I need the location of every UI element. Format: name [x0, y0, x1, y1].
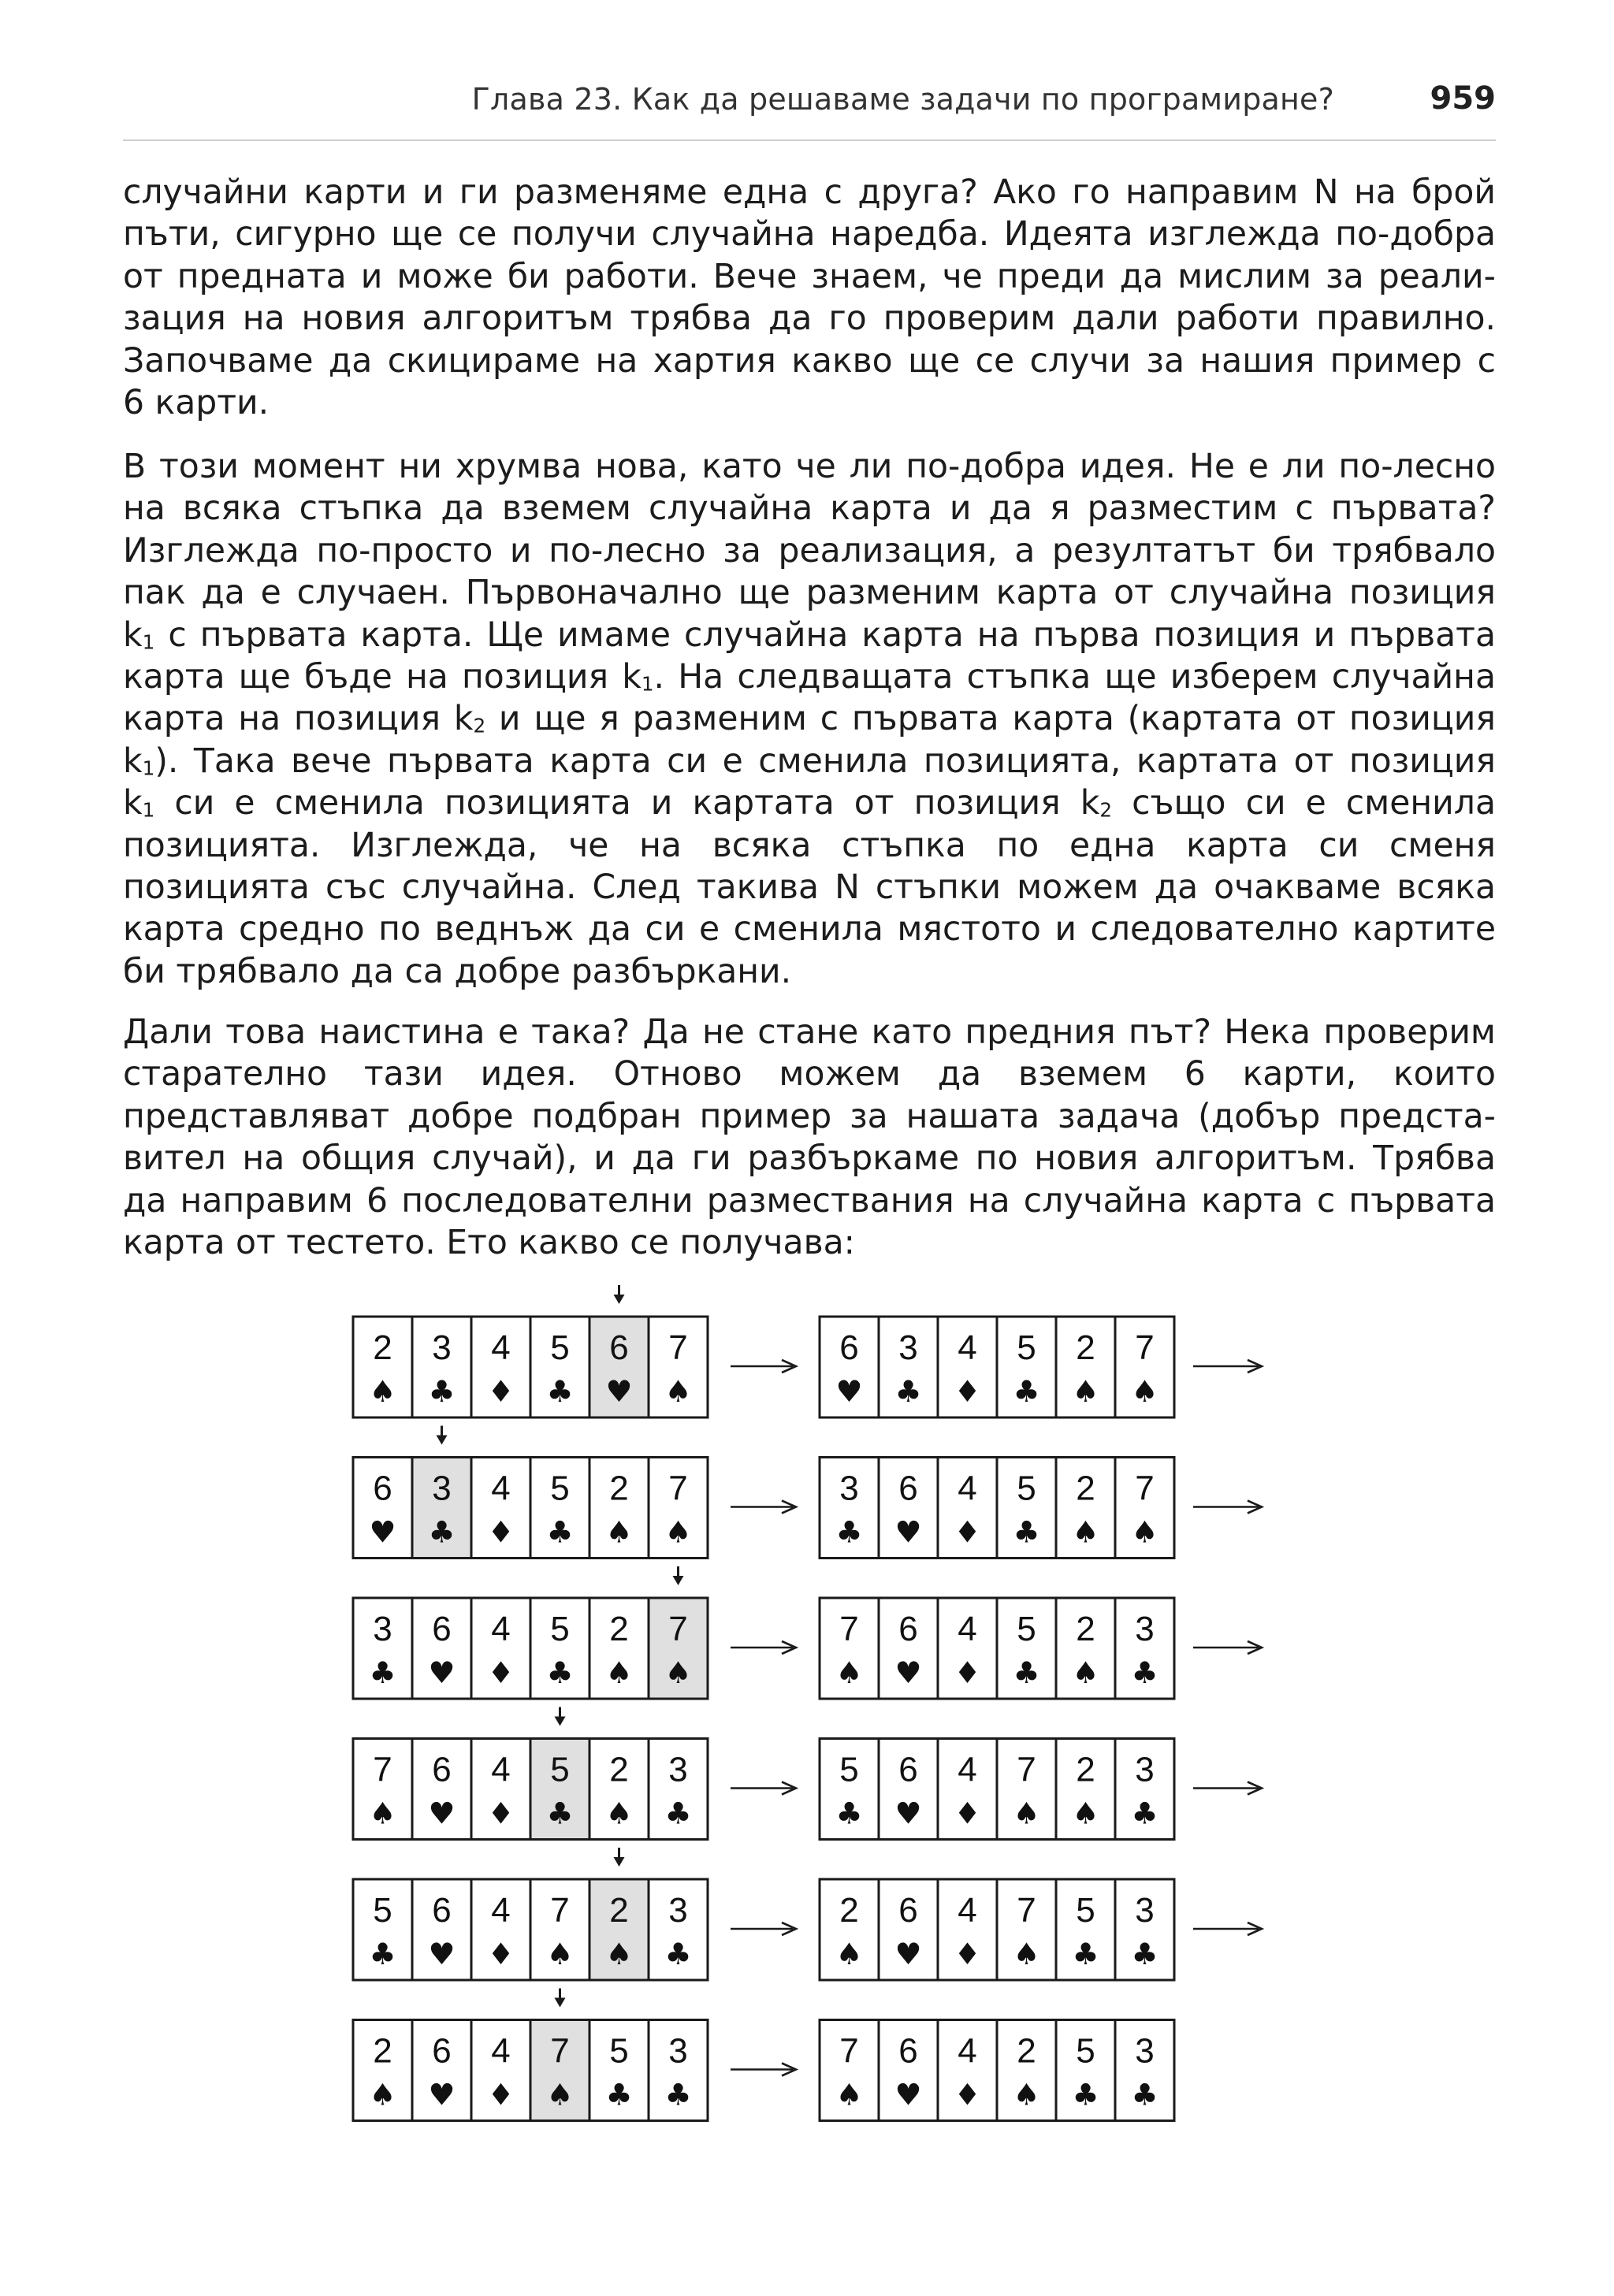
- card-suit: ♦: [487, 1655, 515, 1690]
- card-suit: ♦: [487, 1374, 515, 1409]
- card: [997, 1317, 1056, 1417]
- card: [649, 1317, 708, 1417]
- card-suit: ♥: [428, 1655, 456, 1690]
- card-suit: ♠: [369, 2077, 396, 2112]
- down-arrow-icon: [673, 1566, 684, 1585]
- right-arrow-icon: [731, 1501, 796, 1514]
- card-suit: ♦: [954, 1374, 981, 1409]
- card: [530, 2020, 589, 2121]
- card: [471, 1739, 530, 1840]
- text-line: пак да е случаен. Първоначално ще разменим карта от случайна позиция: [123, 574, 1496, 613]
- right-arrow-icon: [731, 1782, 796, 1795]
- card-rank: 3: [1135, 1891, 1155, 1930]
- card: [589, 1879, 649, 1980]
- card-suit: ♠: [605, 1655, 633, 1690]
- card: [1115, 1879, 1174, 1980]
- deck-before: [353, 2020, 708, 2121]
- card: [820, 2020, 879, 2121]
- text-line: карта средно по веднъж да си е сменила мястото и следователно картите: [123, 910, 1496, 949]
- card: [938, 1598, 997, 1699]
- card-suit: ♣: [1013, 1374, 1040, 1409]
- card-suit: ♥: [894, 1655, 922, 1690]
- card-suit: ♠: [1013, 2077, 1040, 2112]
- card-rank: 3: [839, 1469, 859, 1508]
- card-rank: 7: [668, 1469, 688, 1508]
- card-suit: ♠: [1131, 1514, 1158, 1550]
- right-arrow-icon: [731, 1360, 796, 1373]
- text-line: позицията със случайна. След такива N стъпки можем да очакваме всяка: [123, 868, 1496, 907]
- text-line: $k_1$ си е сменила позицията и картата от позиция $k_2$ също си е сменила: [123, 784, 1496, 823]
- card-rank: 3: [1135, 2031, 1155, 2071]
- card-rank: 2: [839, 1891, 859, 1930]
- card: [1115, 1317, 1174, 1417]
- card: [353, 2020, 412, 2121]
- card: [353, 1317, 412, 1417]
- card-rank: 2: [609, 1750, 629, 1789]
- card: [530, 1879, 589, 1980]
- card: [879, 1598, 938, 1699]
- card-suit: ♠: [1072, 1655, 1099, 1690]
- right-arrow-icon: [1193, 1360, 1262, 1373]
- card-rank: 3: [668, 1891, 688, 1930]
- card-rank: 2: [373, 2031, 392, 2071]
- card: [412, 2020, 471, 2121]
- text-line: случайни карти и ги разменяме една с друга? Ако го направим N на брой: [123, 173, 1496, 212]
- card-suit: ♦: [487, 2077, 515, 2112]
- card-rank: 7: [668, 1328, 688, 1367]
- card-suit: ♠: [1013, 1937, 1040, 1971]
- card: [1056, 2020, 1115, 2121]
- deck-after: [820, 1598, 1174, 1699]
- card: [1056, 1739, 1115, 1840]
- text-line: представляват добре подбран пример за нашата задача (добър предста-: [123, 1097, 1496, 1136]
- card: [1115, 2020, 1174, 2121]
- card-rank: 4: [491, 1750, 511, 1789]
- right-arrow-icon: [1193, 1923, 1262, 1935]
- card-suit: ♥: [894, 1937, 922, 1971]
- text-line: пъти, сигурно ще се получи случайна наредба. Идеята изглежда по-добра: [123, 215, 1496, 254]
- card-suit: ♠: [835, 1937, 863, 1971]
- card-rank: 4: [491, 1469, 511, 1508]
- card-rank: 3: [1135, 1750, 1155, 1789]
- card-suit: ♦: [487, 1796, 515, 1831]
- card-suit: ♠: [546, 1937, 574, 1971]
- card: [997, 1879, 1056, 1980]
- text-line: Дали това наистина е така? Да не стане като предния път? Нека проверим: [123, 1013, 1496, 1052]
- card-suit: ♥: [428, 2077, 456, 2112]
- text-line: на всяка стъпка да вземем случайна карта и да я разместим с първата?: [123, 489, 1496, 529]
- card-rank: 3: [373, 1610, 392, 1648]
- down-arrow-icon: [614, 1848, 625, 1867]
- card-suit: ♦: [487, 1937, 515, 1971]
- card-rank: 5: [1017, 1328, 1036, 1367]
- right-arrow-icon: [1193, 1641, 1262, 1654]
- card-rank: 6: [898, 2031, 918, 2071]
- card-rank: 4: [491, 1891, 511, 1930]
- text-line: карта ще бъде на позиция $k_1$. На следващата стъпка ще изберем случайна: [123, 657, 1496, 697]
- card-rank: 2: [373, 1328, 392, 1367]
- card-suit: ♦: [954, 1937, 981, 1971]
- card-rank: 2: [609, 1891, 629, 1930]
- card-suit: ♣: [1131, 1937, 1158, 1971]
- deck-before: [353, 1739, 708, 1840]
- card-suit: ♥: [428, 1937, 456, 1971]
- card-rank: 6: [432, 1891, 452, 1930]
- card-suit: ♣: [369, 1655, 396, 1690]
- card-rank: 3: [1135, 1610, 1155, 1648]
- text-line: зация на новия алгоритъм трябва да го проверим дали работи правилно.: [123, 299, 1496, 339]
- card-suit: ♠: [664, 1514, 692, 1550]
- card-rank: 6: [373, 1469, 392, 1508]
- card-rank: 7: [373, 1750, 392, 1789]
- card-rank: 5: [609, 2031, 629, 2071]
- text-line: би трябвало да са добре разбъркани.: [123, 952, 792, 991]
- deck-before: [353, 1458, 708, 1559]
- card: [353, 1598, 412, 1699]
- card: [589, 1739, 649, 1840]
- card: [1056, 1879, 1115, 1980]
- card: [353, 1879, 412, 1980]
- card: [471, 1458, 530, 1559]
- deck-before: [353, 1879, 708, 1980]
- card-rank: 3: [898, 1328, 918, 1367]
- card-rank: 2: [1076, 1328, 1095, 1367]
- text-line: Започваме да скицираме на хартия какво ще се случи за нашия пример с: [123, 341, 1496, 381]
- card: [353, 1458, 412, 1559]
- card-rank: 6: [898, 1469, 918, 1508]
- text-line: $k_1$). Така вече първата карта си е сменила позицията, картата от позиция: [123, 741, 1496, 781]
- card-rank: 5: [1076, 1891, 1095, 1930]
- card-suit: ♣: [1131, 1796, 1158, 1831]
- card-suit: ♠: [1072, 1514, 1099, 1550]
- card: [589, 1458, 649, 1559]
- card: [412, 1458, 471, 1559]
- card-rank: 2: [609, 1610, 629, 1648]
- card: [879, 1317, 938, 1417]
- text-line: карта от тестето. Ето какво се получава:: [123, 1223, 855, 1262]
- card: [412, 1879, 471, 1980]
- card: [997, 2020, 1056, 2121]
- card-rank: 6: [609, 1328, 629, 1367]
- card-rank: 7: [1135, 1328, 1155, 1367]
- card-rank: 2: [1076, 1469, 1095, 1508]
- text-line: вител на общия случай), и да ги разбъркаме по новия алгоритъм. Трябва: [123, 1139, 1496, 1179]
- card-rank: 7: [1017, 1750, 1036, 1789]
- card-suit: ♣: [1013, 1655, 1040, 1690]
- card-rank: 7: [550, 1891, 570, 1930]
- card: [530, 1317, 589, 1417]
- card: [1115, 1739, 1174, 1840]
- card-rank: 7: [839, 1610, 859, 1648]
- card: [938, 1879, 997, 1980]
- text-line: $k_1$ с първата карта. Ще имаме случайна карта на първа позиция и първата: [123, 615, 1496, 655]
- right-arrow-icon: [731, 1641, 796, 1654]
- card-suit: ♣: [546, 1655, 574, 1690]
- card: [649, 2020, 708, 2121]
- chapter-title: Глава 23. Как да решаваме задачи по програмиране?: [471, 82, 1334, 117]
- card-suit: ♦: [954, 1655, 981, 1690]
- card: [879, 1458, 938, 1559]
- down-arrow-icon: [614, 1285, 625, 1304]
- card: [938, 1458, 997, 1559]
- card-rank: 4: [958, 1328, 977, 1367]
- card-suit: ♠: [605, 1937, 633, 1971]
- card-suit: ♦: [954, 2077, 981, 2112]
- card-suit: ♣: [664, 1796, 692, 1831]
- card: [1115, 1458, 1174, 1559]
- card-suit: ♣: [1072, 2077, 1099, 2112]
- card: [353, 1739, 412, 1840]
- card: [938, 2020, 997, 2121]
- card: [471, 2020, 530, 2121]
- card-rank: 4: [958, 1469, 977, 1508]
- down-arrow-icon: [555, 1707, 566, 1726]
- card: [530, 1598, 589, 1699]
- card-suit: ♠: [835, 2077, 863, 2112]
- card-rank: 5: [550, 1469, 570, 1508]
- card: [820, 1739, 879, 1840]
- card-suit: ♠: [664, 1655, 692, 1690]
- card-rank: 4: [491, 1610, 511, 1648]
- card: [589, 2020, 649, 2121]
- card: [879, 2020, 938, 2121]
- card: [997, 1458, 1056, 1559]
- card-suit: ♣: [546, 1796, 574, 1831]
- card-suit: ♠: [369, 1374, 396, 1409]
- card-rank: 7: [1135, 1469, 1155, 1508]
- card-suit: ♣: [894, 1374, 922, 1409]
- card: [997, 1598, 1056, 1699]
- card: [879, 1879, 938, 1980]
- text-line: 6 карти.: [123, 383, 270, 422]
- card-suit: ♥: [835, 1374, 863, 1409]
- deck-after: [820, 1317, 1174, 1417]
- card-rank: 4: [958, 2031, 977, 2071]
- card: [1056, 1317, 1115, 1417]
- deck-after: [820, 1879, 1174, 1980]
- card-suit: ♣: [835, 1796, 863, 1831]
- card: [820, 1458, 879, 1559]
- deck-after: [820, 2020, 1174, 2121]
- card-rank: 4: [958, 1891, 977, 1930]
- card-suit: ♠: [1013, 1796, 1040, 1831]
- card: [412, 1598, 471, 1699]
- down-arrow-icon: [437, 1426, 448, 1445]
- card: [938, 1317, 997, 1417]
- right-arrow-icon: [1193, 1782, 1262, 1795]
- card: [649, 1598, 708, 1699]
- card-rank: 6: [839, 1328, 859, 1367]
- card: [1115, 1598, 1174, 1699]
- card: [530, 1458, 589, 1559]
- card-rank: 6: [898, 1610, 918, 1648]
- card-suit: ♦: [954, 1796, 981, 1831]
- card: [820, 1317, 879, 1417]
- card-rank: 5: [550, 1750, 570, 1789]
- card-suit: ♣: [546, 1374, 574, 1409]
- card-suit: ♣: [546, 1514, 574, 1550]
- card-rank: 6: [432, 1610, 452, 1648]
- card: [530, 1739, 589, 1840]
- card: [589, 1317, 649, 1417]
- card-suit: ♣: [605, 2077, 633, 2112]
- card-suit: ♠: [546, 2077, 574, 2112]
- right-arrow-icon: [1193, 1501, 1262, 1514]
- card-rank: 6: [898, 1891, 918, 1930]
- card-suit: ♠: [605, 1514, 633, 1550]
- deck-after: [820, 1739, 1174, 1840]
- card-rank: 2: [609, 1469, 629, 1508]
- card-rank: 5: [1017, 1469, 1036, 1508]
- card-suit: ♥: [894, 1796, 922, 1831]
- card-suit: ♠: [369, 1796, 396, 1831]
- card-rank: 3: [668, 1750, 688, 1789]
- card-rank: 3: [432, 1328, 452, 1367]
- card-suit: ♦: [954, 1514, 981, 1550]
- card-rank: 4: [491, 2031, 511, 2071]
- card: [649, 1739, 708, 1840]
- card: [471, 1598, 530, 1699]
- card-rank: 6: [432, 2031, 452, 2071]
- card-suit: ♣: [369, 1937, 396, 1971]
- card-suit: ♥: [369, 1514, 396, 1550]
- card-suit: ♦: [487, 1514, 515, 1550]
- card-suit: ♥: [605, 1374, 633, 1409]
- card-rank: 7: [668, 1610, 688, 1648]
- card: [589, 1598, 649, 1699]
- card-suit: ♣: [428, 1514, 456, 1550]
- card-rank: 7: [550, 2031, 570, 2071]
- card-rank: 6: [432, 1750, 452, 1789]
- deck-before: [353, 1598, 708, 1699]
- text-line: старателно тази идея. Отново можем да вземем 6 карти, които: [123, 1055, 1496, 1094]
- text-line: Изглежда по-просто и по-лесно за реализация, а резултатът би трябвало: [123, 531, 1496, 570]
- deck-before: [353, 1317, 708, 1417]
- card-rank: 2: [1076, 1610, 1095, 1648]
- card-suit: ♣: [664, 1937, 692, 1971]
- card-suit: ♣: [1013, 1514, 1040, 1550]
- card-rank: 7: [839, 2031, 859, 2071]
- card: [649, 1458, 708, 1559]
- card-suit: ♠: [664, 1374, 692, 1409]
- card-rank: 5: [373, 1891, 392, 1930]
- card-rank: 3: [668, 2031, 688, 2071]
- card-rank: 4: [958, 1610, 977, 1648]
- card-rank: 5: [1017, 1610, 1036, 1648]
- card: [649, 1879, 708, 1980]
- card-rank: 4: [958, 1750, 977, 1789]
- right-arrow-icon: [731, 2064, 796, 2076]
- card-suit: ♣: [1131, 1655, 1158, 1690]
- down-arrow-icon: [555, 1989, 566, 2008]
- card: [820, 1879, 879, 1980]
- page-number: 959: [1430, 80, 1496, 117]
- card-rank: 5: [839, 1750, 859, 1789]
- card-rank: 3: [432, 1469, 452, 1508]
- deck-after: [820, 1458, 1174, 1559]
- card-suit: ♣: [428, 1374, 456, 1409]
- card-suit: ♠: [1131, 1374, 1158, 1409]
- card-rank: 2: [1076, 1750, 1095, 1789]
- card: [1056, 1598, 1115, 1699]
- card-suit: ♠: [1072, 1374, 1099, 1409]
- text-line: позицията. Изглежда, че на всяка стъпка по една карта си сменя: [123, 826, 1496, 865]
- card: [471, 1317, 530, 1417]
- text-line: В този момент ни хрумва нова, като че ли по-добра идея. Не е ли по-лесно: [123, 448, 1496, 486]
- card: [879, 1739, 938, 1840]
- text-line: да направим 6 последователни размествания на случайна карта с първата: [123, 1181, 1496, 1220]
- card-suit: ♣: [1131, 2077, 1158, 2112]
- text-line: карта на позиция $k_2$ и ще я разменим с първата карта (картата от позиция: [123, 700, 1496, 739]
- card-suit: ♣: [1072, 1937, 1099, 1971]
- card-suit: ♥: [894, 2077, 922, 2112]
- card: [412, 1317, 471, 1417]
- card-suit: ♠: [605, 1796, 633, 1831]
- card-suit: ♣: [664, 2077, 692, 2112]
- card-suit: ♠: [835, 1655, 863, 1690]
- card: [997, 1739, 1056, 1840]
- card: [471, 1879, 530, 1980]
- card-suit: ♠: [1072, 1796, 1099, 1831]
- card: [820, 1598, 879, 1699]
- card-suit: ♣: [835, 1514, 863, 1550]
- card-suit: ♥: [894, 1514, 922, 1550]
- card: [1056, 1458, 1115, 1559]
- card: [938, 1739, 997, 1840]
- text-line: от предната и може би работи. Вече знаем, че преди да мислим за реали-: [123, 257, 1496, 296]
- card-rank: 7: [1017, 1891, 1036, 1930]
- card-rank: 6: [898, 1750, 918, 1789]
- card: [412, 1739, 471, 1840]
- card-suit: ♥: [428, 1796, 456, 1831]
- card-rank: 5: [550, 1610, 570, 1648]
- card-rank: 2: [1017, 2031, 1036, 2071]
- right-arrow-icon: [731, 1923, 796, 1935]
- card-rank: 4: [491, 1328, 511, 1367]
- card-rank: 5: [1076, 2031, 1095, 2071]
- card-rank: 5: [550, 1328, 570, 1367]
